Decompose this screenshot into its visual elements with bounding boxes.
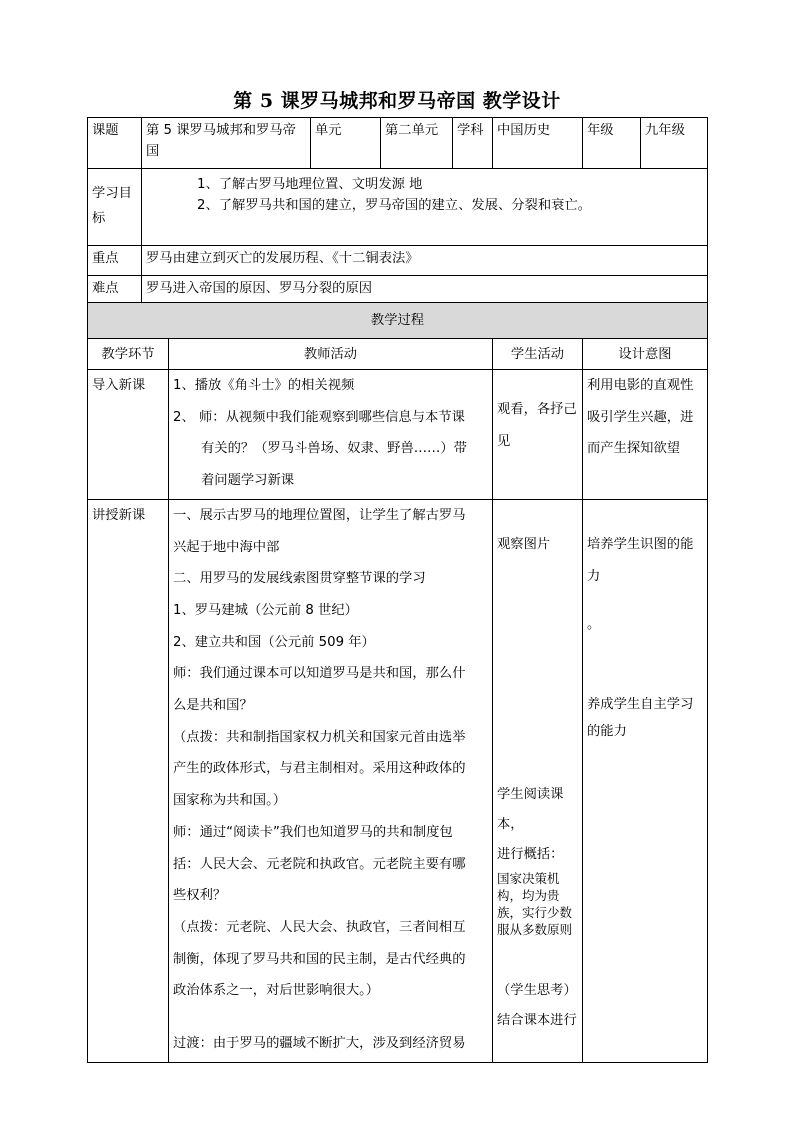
subject-label: 学科 xyxy=(453,118,493,169)
teacher-line: 兴起于地中海中部 xyxy=(173,539,280,555)
goals-content xyxy=(142,169,708,246)
intro-intent: 利用电影的直观性吸引学生兴趣，进而产生探知欲望 xyxy=(583,370,708,500)
lesson-plan-table xyxy=(87,117,708,1063)
teacher-line: 产生的政体形式，与君主制相对。采用这种政体的 xyxy=(173,761,466,777)
page-title: 第 5 课罗马城邦和罗马帝国 教学设计 xyxy=(233,90,561,112)
lecture-student xyxy=(493,499,583,1062)
teacher-line: 2、建立共和国（公元前 509 年） xyxy=(173,634,375,650)
column-header-row xyxy=(88,339,708,370)
lecture-teacher xyxy=(169,499,493,1062)
lecture-stage: 讲授新课 xyxy=(88,499,169,1062)
difficult-text: 罗马进入帝国的原因、罗马分裂的原因 xyxy=(142,276,708,303)
teacher-line: 制衡，体现了罗马共和国的民主制，是古代经典的 xyxy=(173,951,466,967)
difficult-row xyxy=(88,276,708,303)
goal-item: 2、了解罗马共和国的建立，罗马帝国的建立、发展、分裂和衰亡。 xyxy=(197,198,592,213)
teacher-line: 2、 师：从视频中我们能观察到哪些信息与本节课 xyxy=(173,409,465,425)
student-line: 结合课本进行 xyxy=(497,1012,577,1028)
topic-value: 第 5 课罗马城邦和罗马帝国 xyxy=(142,118,311,169)
topic-label: 课题 xyxy=(88,118,142,169)
intro-stage: 导入新课 xyxy=(88,370,169,500)
teacher-line: 有关的？（罗马斗兽场、奴隶、野兽……）带 xyxy=(201,441,467,457)
intro-row xyxy=(88,370,708,500)
teacher-line: 过渡：由于罗马的疆域不断扩大，涉及到经济贸易 xyxy=(173,1036,466,1052)
teacher-line: 1、播放《角斗士》的相关视频 xyxy=(173,378,355,393)
student-line: 进行概括： xyxy=(497,846,564,862)
process-header: 教学过程 xyxy=(88,303,708,339)
student-line: 观察图片 xyxy=(497,536,551,552)
teacher-line: 国家称为共和国。） xyxy=(173,793,287,809)
intro-student: 观看，各抒己见 xyxy=(493,370,583,500)
teacher-line: 括：人民大会、元老院和执政官。元老院主要有哪 xyxy=(173,856,466,872)
lecture-intent xyxy=(583,499,708,1062)
goal-item: 1、了解古罗马地理位置、文明发源 地 xyxy=(197,177,423,192)
intro-teacher xyxy=(169,370,493,500)
col-intent: 设计意图 xyxy=(583,339,708,370)
col-teacher: 教师活动 xyxy=(169,339,493,370)
col-student: 学生活动 xyxy=(493,339,583,370)
lecture-row xyxy=(88,499,708,1062)
grade-label: 年级 xyxy=(583,118,641,169)
teacher-line: 1、罗马建城（公元前 8 世纪） xyxy=(173,602,358,618)
intent-line: 培养学生识图的能力 xyxy=(587,536,694,584)
goals-label: 学习目标 xyxy=(88,169,142,246)
key-row xyxy=(88,246,708,276)
teacher-line: 着问题学习新课 xyxy=(201,473,295,489)
student-line: （学生思考） xyxy=(497,982,577,998)
teacher-line: 政治体系之一，对后世影响很大。） xyxy=(173,983,380,999)
info-row xyxy=(88,118,708,169)
student-line: 学生阅读课本， xyxy=(497,786,564,832)
subject-value: 中国历史 xyxy=(493,118,583,169)
teacher-line: 些权利？ xyxy=(173,888,227,904)
student-line: 国家决策机构，均为贵族，实行少数服从多数原则 xyxy=(497,870,573,937)
key-label: 重点 xyxy=(88,246,142,276)
col-stage: 教学环节 xyxy=(88,339,169,370)
unit-label: 单元 xyxy=(311,118,381,169)
teacher-line: 二、用罗马的发展线索图贯穿整节课的学习 xyxy=(173,571,426,587)
grade-value: 九年级 xyxy=(641,118,708,169)
teacher-line: 师：通过“阅读卡”我们也知道罗马的共和制度包 xyxy=(173,824,453,840)
key-text: 罗马由建立到灭亡的发展历程、《十二铜表法》 xyxy=(142,246,708,276)
intent-line: 养成学生自主学习的能力 xyxy=(587,697,694,740)
teacher-line: （点拨：共和制指国家权力机关和国家元首由选举 xyxy=(173,729,466,745)
difficult-label: 难点 xyxy=(88,276,142,303)
goals-row xyxy=(88,169,708,246)
teacher-line: 么是共和国？ xyxy=(173,698,253,714)
process-header-row xyxy=(88,303,708,339)
teacher-line: 一、展示古罗马的地理位置图，让学生了解古罗马 xyxy=(173,507,466,523)
intent-line: 。 xyxy=(587,617,601,633)
teacher-line: （点拨：元老院、人民大会、执政官，三者间相互 xyxy=(173,919,466,935)
teacher-line: 师：我们通过课本可以知道罗马是共和国，那么什 xyxy=(173,666,466,682)
unit-value: 第二单元 xyxy=(381,118,453,169)
